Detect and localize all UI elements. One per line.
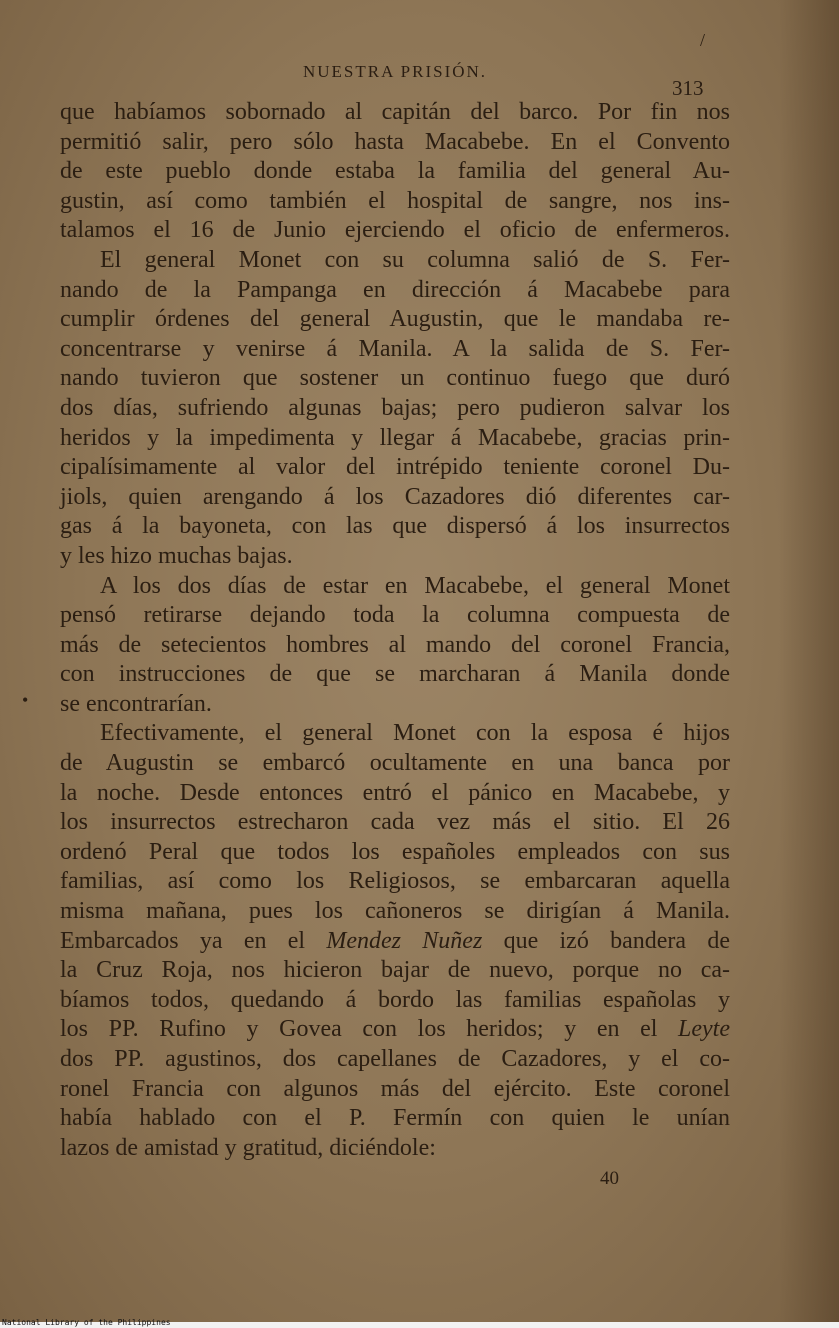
text-fragment: Embarcados ya en el [60,927,327,954]
text-line: más de setecientos hombres al mando del coronel Francia, [60,631,730,658]
text-line: con instrucciones de que se marcharan á Manila donde [60,661,730,688]
text-line: lazos de amistad y gratitud, diciéndole: [60,1134,436,1161]
text-line: se encontrarían. [60,690,212,717]
text-line: había hablado con el P. Fermín con quien le unían [60,1105,730,1132]
text-line: cumplir órdenes del general Augustin, que le mandaba re- [60,306,730,333]
ship-name-mendez-nunez: Mendez Nuñez [326,927,483,954]
text-line: pensó retirarse dejando toda la columna compuesta de [60,602,730,629]
text-line: gas á la bayoneta, con las que dispersó á los insurrectos [60,513,730,540]
text-line: de Augustin se embarcó ocultamente en una banca por [60,750,730,777]
text-line: dos PP. agustinos, dos capellanes de Cazadores, y el co- [60,1046,730,1072]
text-line: familias, así como los Religiosos, se embarcaran aquella [60,868,730,895]
text-line: de este pueblo donde estaba la familia del general Au- [60,158,730,185]
ship-name-leyte: Leyte [678,1016,730,1043]
text-line [60,927,730,957]
text-line: que habíamos sobornado al capitán del barco. Por fin nos [60,99,730,125]
text-line: Efectivamente, el general Monet con la esposa é hijos [100,720,730,747]
page-number: 313 [672,76,704,100]
pencil-mark-icon: / [700,30,706,50]
signature-mark: 40 [600,1168,619,1189]
text-line: A los dos días de estar en Macabebe, el general Monet [100,572,730,599]
text-line: cipalísimamente al valor del intrépido teniente coronel Du- [60,454,730,481]
footer-credit: National Library of the Philippines [2,1318,171,1327]
text-line: y les hizo muchas bajas. [60,542,293,569]
text-line: permitió salir, pero sólo hasta Macabebe. En el Convento [60,128,730,155]
text-line: heridos y la impedimenta y llegar á Macabebe, gracias prin- [60,424,730,451]
body-text [60,98,730,1163]
text-line: concentrarse y venirse á Manila. A la salida de S. Fer- [60,335,730,362]
text-line: jiols, quien arengando á los Cazadores dió diferentes car- [60,483,730,510]
text-line: misma mañana, pues los cañoneros se dirigían á Manila. [60,898,730,925]
text-fragment: que izó bandera de [482,927,730,954]
text-line: ronel Francia con algunos más del ejército. Este coronel [60,1075,730,1102]
text-line: la Cruz Roja, nos hicieron bajar de nuevo, porque no ca- [60,957,730,984]
text-line: gustin, así como también el hospital de sangre, nos ins- [60,187,730,214]
text-line: talamos el 16 de Junio ejerciendo el oficio de enfermeros. [60,217,730,244]
text-line: nando de la Pampanga en dirección á Macabebe para [60,276,730,303]
text-line: la noche. Desde entonces entró el pánico en Macabebe, y [60,779,730,806]
text-fragment: los PP. Rufino y Govea con los heridos; y en el [60,1016,679,1043]
text-line: bíamos todos, quedando á bordo las familias españolas y [60,986,730,1013]
footer-credit-bar [0,1318,839,1328]
text-line: El general Monet con su columna salió de S. Fer- [100,246,730,273]
text-line: nando tuvieron que sostener un continuo fuego que duró [60,365,730,392]
text-line [60,1015,730,1045]
text-line: ordenó Peral que todos los españoles empleados con sus [60,838,730,865]
ink-speck-icon: • [22,690,29,710]
running-head: NUESTRA PRISIÓN. [302,62,488,81]
text-line: dos días, sufriendo algunas bajas; pero pudieron salvar los [60,394,730,421]
text-line: los insurrectos estrecharon cada vez más el sitio. El 26 [60,809,730,836]
